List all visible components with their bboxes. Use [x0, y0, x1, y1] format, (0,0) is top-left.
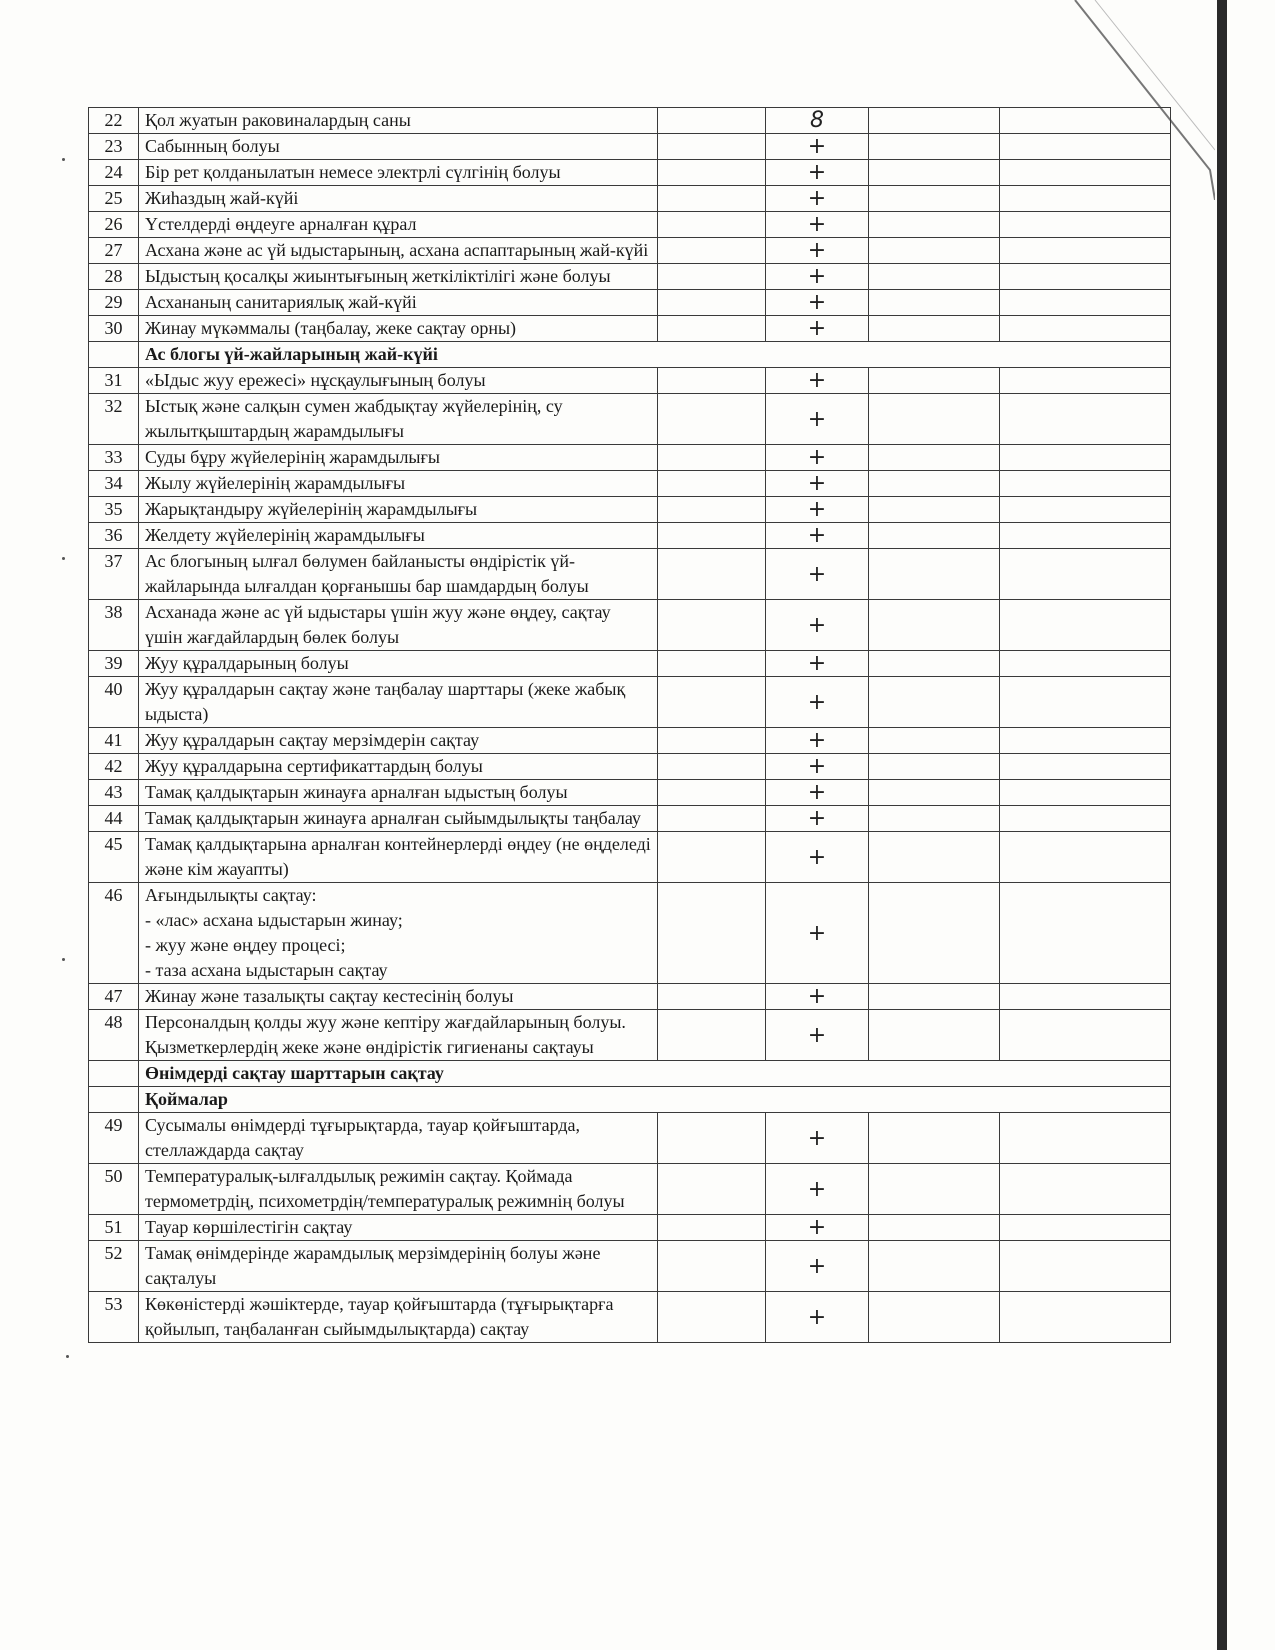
- empty-cell: [658, 549, 766, 600]
- empty-cell: [869, 160, 1000, 186]
- handwritten-mark: +: [766, 1292, 869, 1343]
- empty-cell: [658, 1241, 766, 1292]
- empty-cell: [869, 445, 1000, 471]
- handwritten-mark: +: [766, 238, 869, 264]
- handwritten-mark: +: [766, 523, 869, 549]
- handwritten-mark: +: [766, 883, 869, 984]
- empty-cell: [658, 984, 766, 1010]
- empty-cell: [658, 883, 766, 984]
- empty-cell: [869, 549, 1000, 600]
- row-number: 41: [89, 728, 139, 754]
- handwritten-mark: +: [766, 754, 869, 780]
- empty-cell: [658, 780, 766, 806]
- section-title: Қоймалар: [139, 1087, 1171, 1113]
- row-number: 34: [89, 471, 139, 497]
- empty-cell: [1000, 1164, 1171, 1215]
- empty-cell: [869, 651, 1000, 677]
- requirement-text: Тамақ қалдықтарына арналған контейнерлерді өңдеу (не өңделеді және кім жауапты): [139, 832, 658, 883]
- table-row: [89, 290, 1171, 316]
- section-title: Өнімдерді сақтау шарттарын сақтау: [139, 1061, 1171, 1087]
- requirement-text: Бір рет қолданылатын немесе электрлі сүлгінің болуы: [139, 160, 658, 186]
- empty-cell: [869, 186, 1000, 212]
- empty-cell: [1000, 806, 1171, 832]
- table-row: [89, 677, 1171, 728]
- empty-cell: [1000, 316, 1171, 342]
- empty-cell: [1000, 1010, 1171, 1061]
- table-row: [89, 445, 1171, 471]
- row-number: 45: [89, 832, 139, 883]
- row-number: 51: [89, 1215, 139, 1241]
- table-row: [89, 394, 1171, 445]
- empty-cell: [1000, 160, 1171, 186]
- handwritten-mark: +: [766, 1010, 869, 1061]
- empty-cell: [869, 754, 1000, 780]
- table-row: [89, 984, 1171, 1010]
- empty-cell: [1000, 1113, 1171, 1164]
- handwritten-mark: +: [766, 316, 869, 342]
- checklist-table: [88, 107, 1171, 1343]
- empty-cell: [869, 1113, 1000, 1164]
- empty-cell: [1000, 394, 1171, 445]
- empty-cell: [869, 1164, 1000, 1215]
- empty-cell: [869, 471, 1000, 497]
- requirement-text: Ыстық және салқын сумен жабдықтау жүйелерінің, су жылытқыштардың жарамдылығы: [139, 394, 658, 445]
- requirement-text: Тамақ қалдықтарын жинауға арналған ыдыстың болуы: [139, 780, 658, 806]
- handwritten-mark: +: [766, 471, 869, 497]
- empty-cell: [869, 264, 1000, 290]
- handwritten-mark: +: [766, 497, 869, 523]
- table-row: [89, 883, 1171, 984]
- requirement-text: Асханада және ас үй ыдыстары үшін жуу және өңдеу, сақтау үшін жағдайлардың бөлек болуы: [139, 600, 658, 651]
- requirement-text: Ас блогының ылғал бөлумен байланысты өндірістік үй-жайларында ылғалдан қорғанышы бар шамдардың болуы: [139, 549, 658, 600]
- row-number: 42: [89, 754, 139, 780]
- empty-cell: [869, 677, 1000, 728]
- requirement-text: Жуу құралдарын сақтау мерзімдерін сақтау: [139, 728, 658, 754]
- empty-cell: [658, 394, 766, 445]
- empty-cell: [1000, 832, 1171, 883]
- table-row: [89, 1113, 1171, 1164]
- row-number: 46: [89, 883, 139, 984]
- empty-cell: [658, 368, 766, 394]
- empty-cell: [658, 316, 766, 342]
- handwritten-mark: +: [766, 780, 869, 806]
- row-number: 48: [89, 1010, 139, 1061]
- empty-cell: [869, 290, 1000, 316]
- row-number: 36: [89, 523, 139, 549]
- row-number: 37: [89, 549, 139, 600]
- empty-cell: [658, 806, 766, 832]
- empty-cell: [869, 134, 1000, 160]
- requirement-text: Сусымалы өнімдерді тұғырықтарда, тауар қойғыштарда, стеллаждарда сақтау: [139, 1113, 658, 1164]
- row-number: 28: [89, 264, 139, 290]
- requirement-text: Жуу құралдарының болуы: [139, 651, 658, 677]
- empty-cell: [1000, 754, 1171, 780]
- table-row: [89, 549, 1171, 600]
- empty-cell: [1000, 883, 1171, 984]
- empty-cell: [658, 523, 766, 549]
- handwritten-mark: +: [766, 445, 869, 471]
- requirement-text: Тауар көршілестігін сақтау: [139, 1215, 658, 1241]
- requirement-text: Асхананың санитариялық жай-күйі: [139, 290, 658, 316]
- requirement-text: «Ыдыс жуу ережесі» нұсқаулығының болуы: [139, 368, 658, 394]
- handwritten-mark: +: [766, 728, 869, 754]
- requirement-text: Суды бұру жүйелерінің жарамдылығы: [139, 445, 658, 471]
- row-number: 32: [89, 394, 139, 445]
- empty-cell: [658, 238, 766, 264]
- empty-cell: [658, 134, 766, 160]
- handwritten-mark: +: [766, 134, 869, 160]
- table-row: [89, 160, 1171, 186]
- requirement-text: Тамақ өнімдерінде жарамдылық мерзімдерінің болуы және сақталуы: [139, 1241, 658, 1292]
- requirement-text: Жуу құралдарына сертификаттардың болуы: [139, 754, 658, 780]
- empty-cell: [1000, 677, 1171, 728]
- row-number: 35: [89, 497, 139, 523]
- empty-cell: [658, 497, 766, 523]
- handwritten-mark: +: [766, 832, 869, 883]
- empty-cell: [658, 212, 766, 238]
- row-number: 47: [89, 984, 139, 1010]
- empty-cell: [1000, 445, 1171, 471]
- empty-cell: [658, 1164, 766, 1215]
- row-number-cell: [89, 342, 139, 368]
- handwritten-mark: +: [766, 677, 869, 728]
- requirement-text: Жиһаздың жай-күйі: [139, 186, 658, 212]
- empty-cell: [869, 238, 1000, 264]
- row-number-cell: [89, 1061, 139, 1087]
- handwritten-mark: 8: [766, 108, 869, 134]
- handwritten-mark: +: [766, 1164, 869, 1215]
- table-row: [89, 1215, 1171, 1241]
- table-row: [89, 497, 1171, 523]
- empty-cell: [1000, 238, 1171, 264]
- table-row: [89, 600, 1171, 651]
- empty-cell: [869, 883, 1000, 984]
- table-row: [89, 1241, 1171, 1292]
- row-number: 49: [89, 1113, 139, 1164]
- requirement-text: Жылу жүйелерінің жарамдылығы: [139, 471, 658, 497]
- handwritten-mark: +: [766, 984, 869, 1010]
- empty-cell: [1000, 780, 1171, 806]
- empty-cell: [658, 1292, 766, 1343]
- empty-cell: [869, 1292, 1000, 1343]
- table-row: [89, 316, 1171, 342]
- section-header-row: [89, 342, 1171, 368]
- requirement-text: Үстелдерді өңдеуге арналған құрал: [139, 212, 658, 238]
- empty-cell: [1000, 497, 1171, 523]
- requirement-text: Ыдыстың қосалқы жиынтығының жеткіліктілігі және болуы: [139, 264, 658, 290]
- scan-shadow-edge: [1217, 0, 1227, 1650]
- table-row: [89, 108, 1171, 134]
- table-row: [89, 212, 1171, 238]
- table-row: [89, 754, 1171, 780]
- empty-cell: [1000, 212, 1171, 238]
- handwritten-mark: +: [766, 264, 869, 290]
- handwritten-mark: +: [766, 1113, 869, 1164]
- empty-cell: [1000, 368, 1171, 394]
- empty-cell: [658, 1215, 766, 1241]
- empty-cell: [1000, 1292, 1171, 1343]
- empty-cell: [1000, 264, 1171, 290]
- handwritten-mark: +: [766, 1241, 869, 1292]
- empty-cell: [658, 471, 766, 497]
- empty-cell: [658, 1010, 766, 1061]
- handwritten-mark: +: [766, 290, 869, 316]
- table-row: [89, 780, 1171, 806]
- table-row: [89, 651, 1171, 677]
- empty-cell: [658, 728, 766, 754]
- empty-cell: [1000, 186, 1171, 212]
- empty-cell: [869, 1241, 1000, 1292]
- empty-cell: [869, 600, 1000, 651]
- empty-cell: [658, 754, 766, 780]
- row-number: 29: [89, 290, 139, 316]
- empty-cell: [658, 186, 766, 212]
- row-number: 26: [89, 212, 139, 238]
- empty-cell: [1000, 549, 1171, 600]
- row-number: 39: [89, 651, 139, 677]
- handwritten-mark: +: [766, 806, 869, 832]
- table-row: [89, 1292, 1171, 1343]
- handwritten-mark: +: [766, 600, 869, 651]
- table-row: [89, 238, 1171, 264]
- handwritten-mark: +: [766, 186, 869, 212]
- table-row: [89, 264, 1171, 290]
- requirement-text: Персоналдың қолды жуу және кептіру жағдайларының болуы. Қызметкерлердің жеке және өндірістік гигиенаны сақтауы: [139, 1010, 658, 1061]
- empty-cell: [869, 212, 1000, 238]
- empty-cell: [1000, 651, 1171, 677]
- handwritten-mark: +: [766, 368, 869, 394]
- row-number: 33: [89, 445, 139, 471]
- scan-speck: [62, 958, 65, 961]
- empty-cell: [869, 728, 1000, 754]
- table-row: [89, 728, 1171, 754]
- table-row: [89, 806, 1171, 832]
- requirement-text: Температуралық-ылғалдылық режимін сақтау. Қоймада термометрдің, психометрдің/температуралық режимнің болуы: [139, 1164, 658, 1215]
- requirement-text: Ағындылықты сақтау: - «лас» асхана ыдыстарын жинау; - жуу және өңдеу процесі; - таза асхана ыдыстарын сақтау: [139, 883, 658, 984]
- row-number: 23: [89, 134, 139, 160]
- empty-cell: [1000, 1241, 1171, 1292]
- row-number: 40: [89, 677, 139, 728]
- table-row: [89, 832, 1171, 883]
- requirement-text: Қол жуатын раковиналардың саны: [139, 108, 658, 134]
- table-row: [89, 471, 1171, 497]
- empty-cell: [658, 600, 766, 651]
- row-number: 30: [89, 316, 139, 342]
- section-header-row: [89, 1061, 1171, 1087]
- handwritten-mark: +: [766, 394, 869, 445]
- row-number: 44: [89, 806, 139, 832]
- empty-cell: [869, 497, 1000, 523]
- empty-cell: [869, 1215, 1000, 1241]
- empty-cell: [1000, 523, 1171, 549]
- handwritten-mark: +: [766, 651, 869, 677]
- row-number-cell: [89, 1087, 139, 1113]
- empty-cell: [658, 160, 766, 186]
- empty-cell: [658, 832, 766, 883]
- empty-cell: [658, 677, 766, 728]
- requirement-text: Жинау және тазалықты сақтау кестесінің болуы: [139, 984, 658, 1010]
- section-title: Ас блогы үй-жайларының жай-күйі: [139, 342, 1171, 368]
- handwritten-mark: +: [766, 1215, 869, 1241]
- empty-cell: [1000, 728, 1171, 754]
- empty-cell: [1000, 108, 1171, 134]
- empty-cell: [658, 108, 766, 134]
- section-header-row: [89, 1087, 1171, 1113]
- table-row: [89, 523, 1171, 549]
- table-row: [89, 186, 1171, 212]
- requirement-text: Сабынның болуы: [139, 134, 658, 160]
- empty-cell: [869, 108, 1000, 134]
- row-number: 38: [89, 600, 139, 651]
- requirement-text: Желдету жүйелерінің жарамдылығы: [139, 523, 658, 549]
- requirement-text: Асхана және ас үй ыдыстарының, асхана аспаптарының жай-күйі: [139, 238, 658, 264]
- requirement-text: Тамақ қалдықтарын жинауға арналған сыйымдылықты таңбалау: [139, 806, 658, 832]
- checklist-sheet: [88, 107, 1170, 1343]
- row-number: 50: [89, 1164, 139, 1215]
- empty-cell: [869, 523, 1000, 549]
- empty-cell: [869, 806, 1000, 832]
- empty-cell: [869, 368, 1000, 394]
- row-number: 52: [89, 1241, 139, 1292]
- handwritten-mark: +: [766, 160, 869, 186]
- requirement-text: Жарықтандыру жүйелерінің жарамдылығы: [139, 497, 658, 523]
- empty-cell: [1000, 134, 1171, 160]
- handwritten-mark: +: [766, 212, 869, 238]
- row-number: 25: [89, 186, 139, 212]
- empty-cell: [1000, 984, 1171, 1010]
- handwritten-mark: +: [766, 549, 869, 600]
- row-number: 24: [89, 160, 139, 186]
- empty-cell: [1000, 290, 1171, 316]
- table-row: [89, 1164, 1171, 1215]
- table-row: [89, 134, 1171, 160]
- row-number: 31: [89, 368, 139, 394]
- empty-cell: [869, 832, 1000, 883]
- empty-cell: [658, 264, 766, 290]
- empty-cell: [658, 1113, 766, 1164]
- row-number: 43: [89, 780, 139, 806]
- requirement-text: Көкөністерді жәшіктерде, тауар қойғыштарда (тұғырықтарға қойылып, таңбаланған сыйымдылықтарда) сақтау: [139, 1292, 658, 1343]
- empty-cell: [869, 984, 1000, 1010]
- empty-cell: [1000, 600, 1171, 651]
- row-number: 27: [89, 238, 139, 264]
- row-number: 53: [89, 1292, 139, 1343]
- requirement-text: Жуу құралдарын сақтау және таңбалау шарттары (жеке жабық ыдыста): [139, 677, 658, 728]
- empty-cell: [658, 445, 766, 471]
- scan-speck: [66, 1355, 69, 1358]
- empty-cell: [869, 394, 1000, 445]
- empty-cell: [869, 1010, 1000, 1061]
- requirement-text: Жинау мүкәммалы (таңбалау, жеке сақтау орны): [139, 316, 658, 342]
- empty-cell: [869, 780, 1000, 806]
- empty-cell: [1000, 1215, 1171, 1241]
- scan-speck: [62, 158, 65, 161]
- row-number: 22: [89, 108, 139, 134]
- empty-cell: [1000, 471, 1171, 497]
- empty-cell: [658, 290, 766, 316]
- table-row: [89, 368, 1171, 394]
- table-row: [89, 1010, 1171, 1061]
- scan-speck: [62, 557, 65, 560]
- empty-cell: [869, 316, 1000, 342]
- empty-cell: [658, 651, 766, 677]
